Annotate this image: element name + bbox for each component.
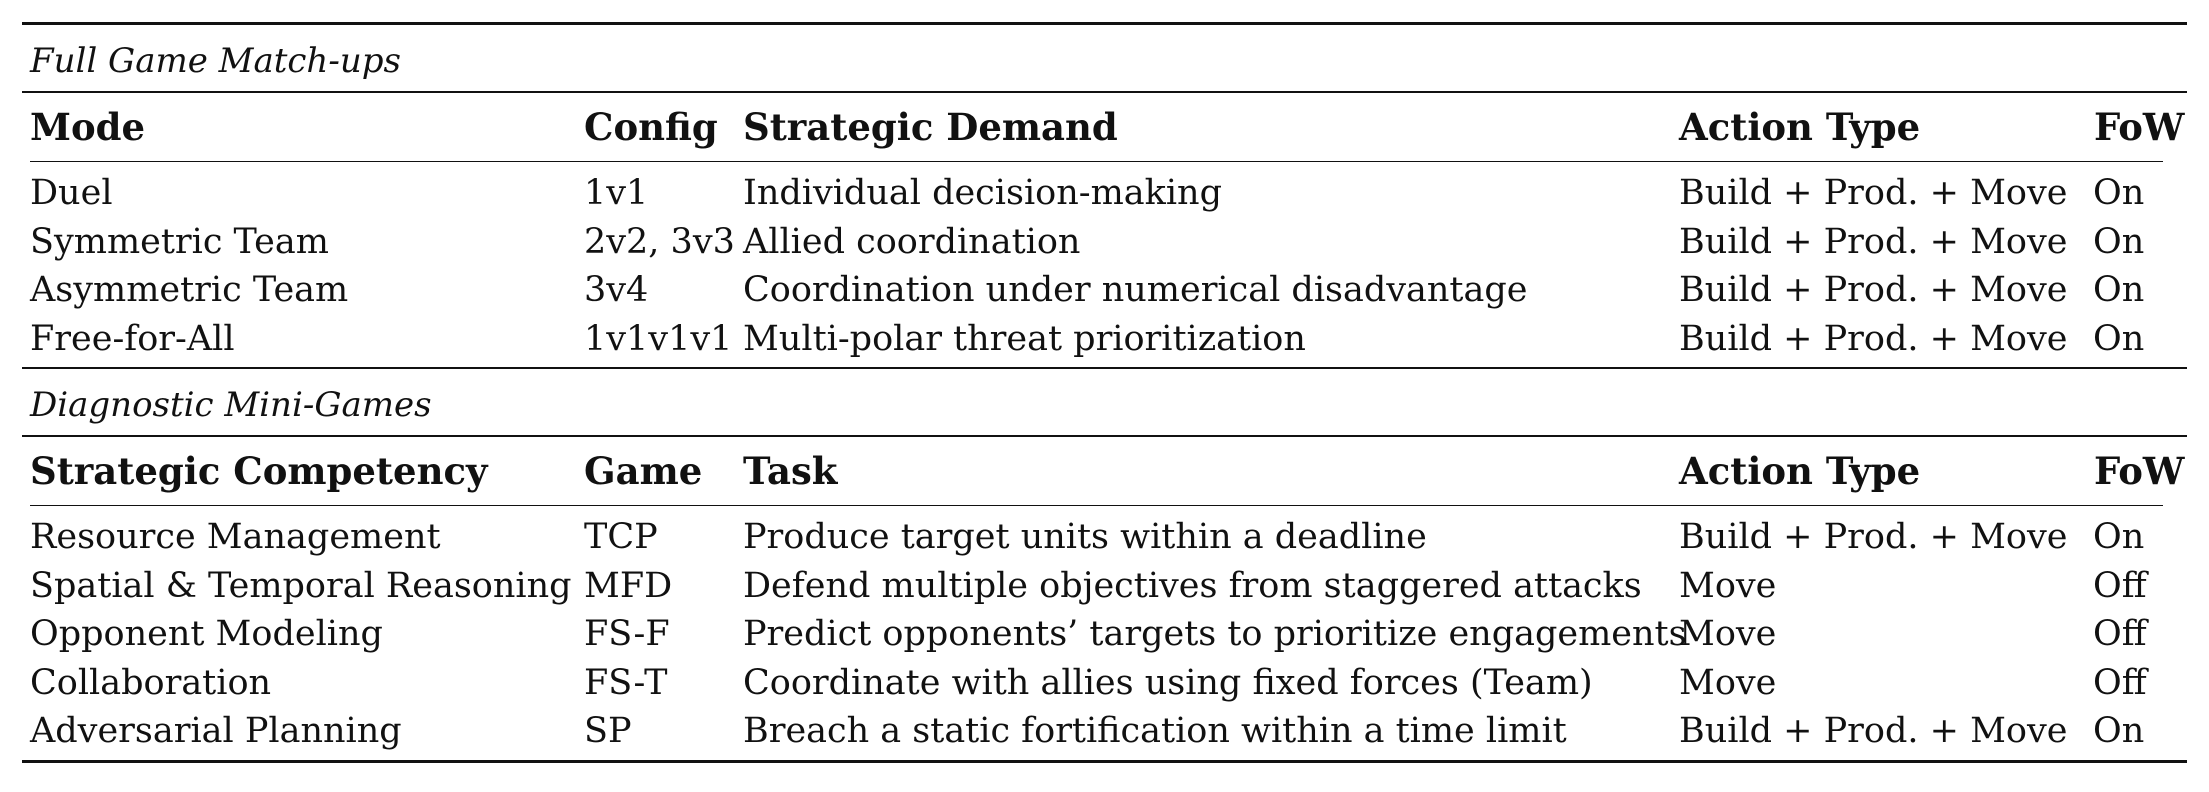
cell-mode: Duel <box>30 173 113 213</box>
header-strategic-competency: Strategic Competency <box>30 449 488 493</box>
table-row <box>22 610 2187 659</box>
cell-demand: Allied coordination <box>743 221 1081 262</box>
cell-action: Build + Prod. + Move <box>1679 711 2068 751</box>
cell-action: Build + Prod. + Move <box>1679 221 2068 262</box>
table-row <box>22 218 2187 267</box>
cell-demand: Individual decision-making <box>743 173 1222 213</box>
header-config: Config <box>584 105 718 149</box>
cell-competency: Adversarial Planning <box>30 711 402 751</box>
cell-action: Build + Prod. + Move <box>1679 517 2068 557</box>
cell-action: Move <box>1679 565 1777 606</box>
section-title-full-game: Full Game Match-ups <box>30 41 401 81</box>
bottom-rule <box>22 760 2187 763</box>
cell-fow: Off <box>2093 662 2147 703</box>
header-action-type: Action Type <box>1679 449 1921 493</box>
cell-demand: Multi-polar threat prioritization <box>743 318 1306 359</box>
cell-config: 1v1v1v1 <box>584 318 733 359</box>
cell-mode: Asymmetric Team <box>30 270 349 310</box>
rows-full-game <box>22 161 2187 367</box>
cell-task: Coordinate with allies using fixed forces (Team) <box>743 662 1593 703</box>
cell-competency: Collaboration <box>30 662 272 703</box>
header-strategic-demand: Strategic Demand <box>743 105 1118 149</box>
section-title-mini-games: Diagnostic Mini-Games <box>30 385 432 425</box>
cell-fow: On <box>2093 270 2145 310</box>
cell-fow: On <box>2093 221 2145 262</box>
table-row <box>22 266 2187 315</box>
cell-game: MFD <box>584 565 673 606</box>
cell-action: Build + Prod. + Move <box>1679 270 2068 310</box>
cell-task: Breach a static fortification within a time limit <box>743 711 1567 751</box>
cell-competency: Opponent Modeling <box>30 614 383 654</box>
cell-action: Move <box>1679 614 1777 654</box>
table-row <box>22 169 2187 218</box>
match-table <box>22 22 2187 763</box>
header-row-mini-games <box>22 437 2187 505</box>
cell-action: Move <box>1679 662 1777 703</box>
cell-mode: Free-for-All <box>30 318 235 359</box>
cell-game: SP <box>584 711 632 751</box>
table-row <box>22 707 2187 756</box>
cell-fow: On <box>2093 173 2145 213</box>
header-mode: Mode <box>30 105 146 149</box>
cell-game: FS-T <box>584 662 668 703</box>
cell-competency: Spatial & Temporal Reasoning <box>30 565 572 606</box>
cell-fow: On <box>2093 318 2145 359</box>
header-game: Game <box>584 449 703 493</box>
cell-task: Produce target units within a deadline <box>743 517 1427 557</box>
cell-task: Predict opponents’ targets to prioritize engagements <box>743 614 1687 654</box>
cell-action: Build + Prod. + Move <box>1679 318 2068 359</box>
table-row <box>22 659 2187 708</box>
cell-fow: On <box>2093 517 2145 557</box>
cell-competency: Resource Management <box>30 517 441 557</box>
cell-demand: Coordination under numerical disadvantage <box>743 270 1528 310</box>
table-row <box>22 562 2187 611</box>
table-row <box>22 315 2187 364</box>
cell-config: 3v4 <box>584 270 649 310</box>
cell-fow: Off <box>2093 614 2147 654</box>
header-fow: FoW <box>2094 105 2185 149</box>
cell-config: 1v1 <box>584 173 649 213</box>
table-row <box>22 513 2187 562</box>
header-row-full-game <box>22 93 2187 161</box>
cell-action: Build + Prod. + Move <box>1679 173 2068 213</box>
header-fow: FoW <box>2094 449 2185 493</box>
cell-fow: On <box>2093 711 2145 751</box>
cell-fow: Off <box>2093 565 2147 606</box>
cell-game: TCP <box>584 517 658 557</box>
rows-mini-games <box>22 505 2187 760</box>
cell-mode: Symmetric Team <box>30 221 329 262</box>
cell-game: FS-F <box>584 614 670 654</box>
header-action-type: Action Type <box>1679 105 1921 149</box>
cell-task: Defend multiple objectives from staggered attacks <box>743 565 1642 606</box>
cell-config: 2v2, 3v3 <box>584 221 735 262</box>
header-task: Task <box>743 449 838 493</box>
